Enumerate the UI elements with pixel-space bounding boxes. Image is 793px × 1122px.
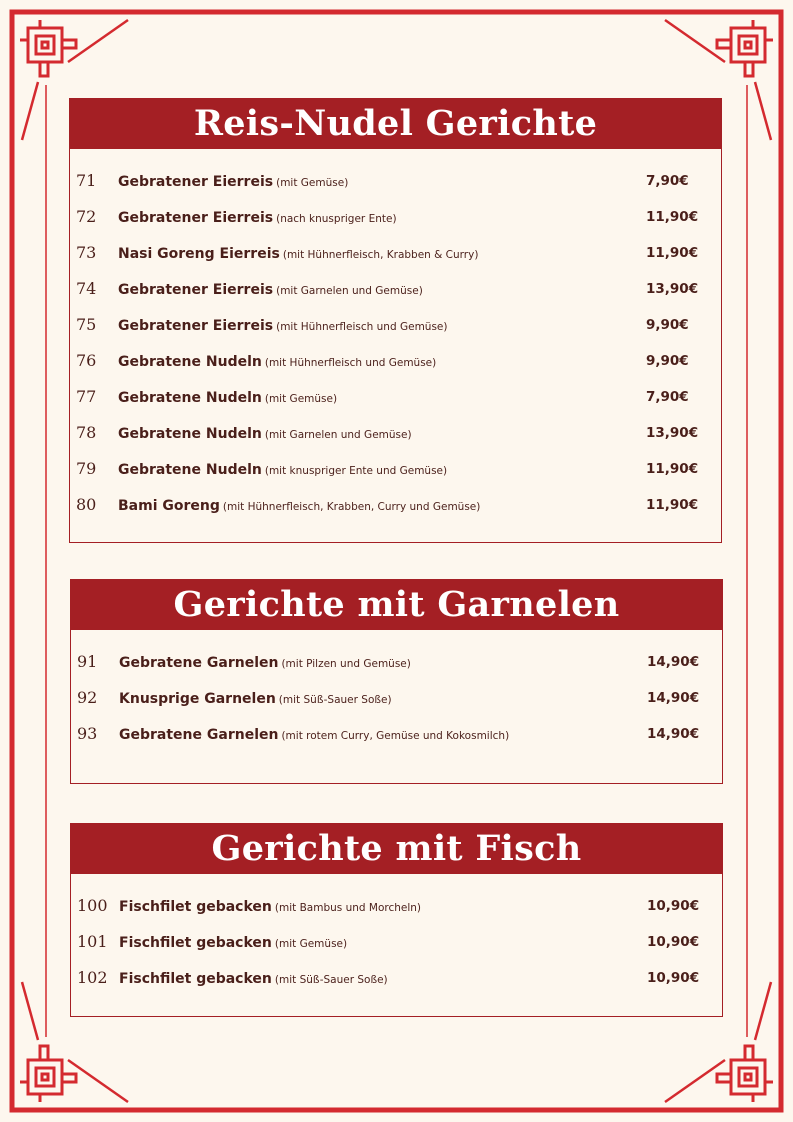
- item-price: 11,90€: [646, 245, 699, 261]
- item-price: 7,90€: [646, 389, 689, 405]
- item-name: Nasi Goreng Eierreis: [118, 246, 280, 262]
- item-number: 91: [77, 652, 98, 671]
- section-title: Gerichte mit Fisch: [71, 824, 722, 874]
- item-name: Gebratene Nudeln: [118, 426, 262, 442]
- item-number: 76: [76, 351, 97, 370]
- item-note: (mit Bambus und Morcheln): [274, 902, 422, 914]
- item-price: 9,90€: [646, 317, 689, 333]
- item-number: 72: [76, 207, 97, 226]
- menu-item: [70, 205, 721, 241]
- item-note: (mit Garnelen und Gemüse): [276, 285, 423, 297]
- menu-item: [70, 241, 721, 277]
- item-note: (mit Süß-Sauer Soße): [278, 694, 392, 706]
- item-name: Fischfilet gebacken: [119, 899, 272, 915]
- item-note: (mit Hühnerfleisch und Gemüse): [264, 357, 437, 369]
- item-price: 14,90€: [647, 690, 700, 706]
- item-name: Fischfilet gebacken: [119, 971, 272, 987]
- item-number: 71: [76, 171, 97, 190]
- item-note: (mit Gemüse): [264, 393, 338, 405]
- item-name: Gebratene Nudeln: [118, 390, 262, 406]
- item-price: 11,90€: [646, 461, 699, 477]
- item-name: Gebratene Nudeln: [118, 462, 262, 478]
- item-note: (mit Hühnerfleisch, Krabben, Curry und Gemüse): [222, 501, 481, 513]
- item-price: 9,90€: [646, 353, 689, 369]
- menu-item: [71, 930, 722, 966]
- item-note: (mit Gemüse): [274, 938, 348, 950]
- section-garnelen: [70, 579, 723, 784]
- item-price: 11,90€: [646, 209, 699, 225]
- menu-item: [70, 349, 721, 385]
- corner-knot-icon: [717, 20, 773, 76]
- menu-item: [71, 650, 722, 686]
- item-note: (mit Hühnerfleisch, Krabben & Curry): [282, 249, 479, 261]
- item-note: (mit Garnelen und Gemüse): [264, 429, 412, 441]
- item-price: 10,90€: [647, 898, 700, 914]
- menu-item: [70, 421, 721, 457]
- item-number: 78: [76, 423, 97, 442]
- item-number: 80: [76, 495, 97, 514]
- item-name: Gebratener Eierreis: [118, 210, 274, 226]
- item-number: 75: [76, 315, 97, 334]
- item-name: Gebratener Eierreis: [118, 282, 274, 298]
- item-note: (mit rotem Curry, Gemüse und Kokosmilch): [281, 730, 510, 742]
- item-number: 79: [76, 459, 97, 478]
- item-name: Gebratene Nudeln: [118, 354, 262, 370]
- item-number: 92: [77, 688, 98, 707]
- section-fisch: [70, 823, 723, 1017]
- menu-item: [71, 894, 722, 930]
- item-note: (mit Pilzen und Gemüse): [281, 658, 411, 670]
- item-name: Gebratener Eierreis: [118, 174, 274, 190]
- section-title: Gerichte mit Garnelen: [71, 580, 722, 630]
- item-price: 11,90€: [646, 497, 699, 513]
- corner-knot-icon: [20, 1046, 76, 1102]
- item-note: (mit Süß-Sauer Soße): [274, 974, 388, 986]
- menu-item: [71, 722, 722, 758]
- menu-item: [70, 169, 721, 205]
- item-note: (nach knuspriger Ente): [276, 213, 397, 225]
- item-name: Gebratene Garnelen: [119, 727, 279, 743]
- item-number: 73: [76, 243, 97, 262]
- item-name: Knusprige Garnelen: [119, 691, 276, 707]
- item-number: 74: [76, 279, 97, 298]
- item-number: 77: [76, 387, 97, 406]
- item-price: 13,90€: [646, 281, 699, 297]
- item-note: (mit knuspriger Ente und Gemüse): [264, 465, 448, 477]
- menu-item: [70, 457, 721, 493]
- item-price: 7,90€: [646, 173, 689, 189]
- menu-item: [71, 966, 722, 1002]
- menu-item: [70, 277, 721, 313]
- menu-item: [71, 686, 722, 722]
- item-number: 101: [77, 932, 108, 951]
- item-price: 14,90€: [647, 726, 700, 742]
- item-price: 13,90€: [646, 425, 699, 441]
- item-name: Gebratene Garnelen: [119, 655, 279, 671]
- item-name: Bami Goreng: [118, 498, 220, 514]
- menu-item: [70, 493, 721, 529]
- section-reis-nudel: [69, 98, 722, 543]
- item-price: 14,90€: [647, 654, 700, 670]
- section-title: Reis-Nudel Gerichte: [70, 99, 721, 149]
- menu-item: [70, 313, 721, 349]
- item-note: (mit Gemüse): [276, 177, 349, 189]
- menu-item: [70, 385, 721, 421]
- corner-knot-icon: [717, 1046, 773, 1102]
- item-price: 10,90€: [647, 970, 700, 986]
- item-name: Fischfilet gebacken: [119, 935, 272, 951]
- item-number: 93: [77, 724, 98, 743]
- item-number: 100: [77, 896, 108, 915]
- item-number: 102: [77, 968, 108, 987]
- item-price: 10,90€: [647, 934, 700, 950]
- corner-knot-icon: [20, 20, 76, 76]
- item-note: (mit Hühnerfleisch und Gemüse): [276, 321, 448, 333]
- item-name: Gebratener Eierreis: [118, 318, 274, 334]
